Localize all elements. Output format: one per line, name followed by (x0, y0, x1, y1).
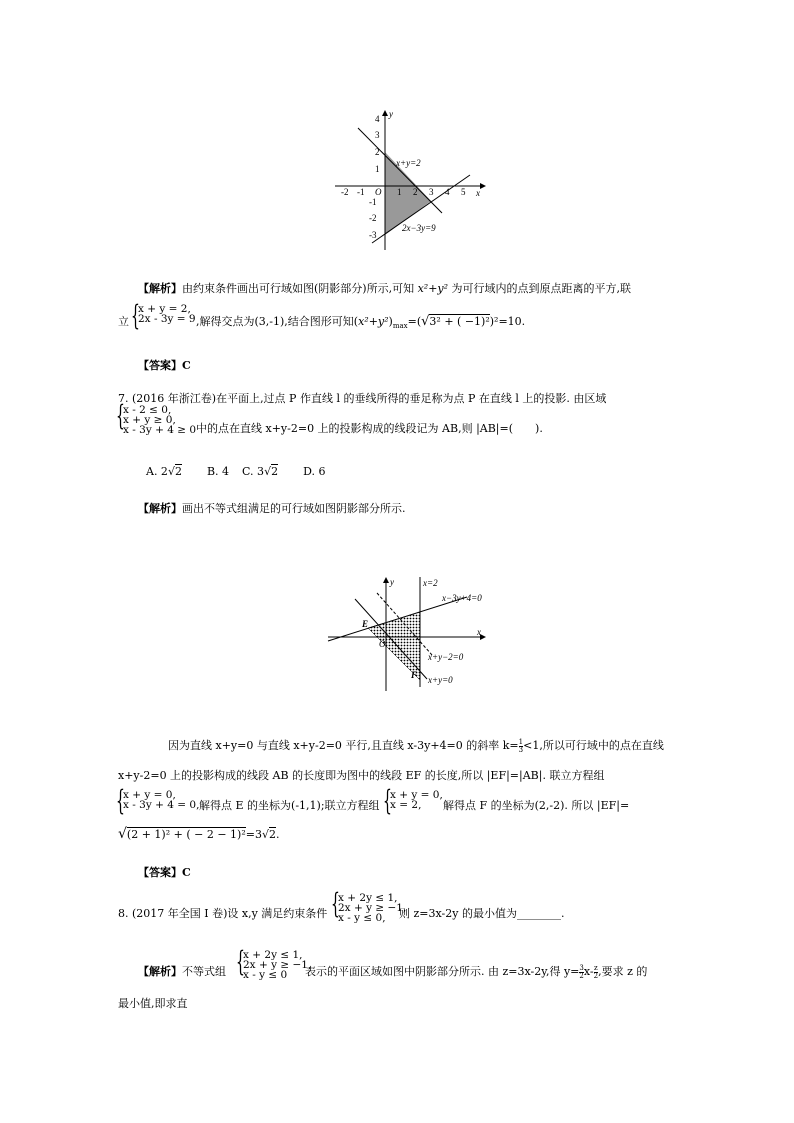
answer-7: 【答案】C (138, 866, 191, 879)
svg-text:-3: -3 (369, 230, 377, 240)
sol7-para1: 因为直线 x+y=0 与直线 x+y-2=0 平行,且直线 x-3y+4=0 的斜率 k= $\frac{1}{3}$ <1,所以可行域中的点在直线 (168, 737, 664, 754)
label-x-plus-y-minus-2: x+y−2=0 (428, 652, 464, 662)
svg-text:1: 1 (375, 164, 380, 174)
svg-text:-2: -2 (369, 213, 377, 223)
sol8-line2: 最小值,即求直 (118, 997, 188, 1010)
q7-system: x - 2 ≤ 0, x + y ≥ 0, x - 3y + 4 ≥ 0 (123, 404, 197, 436)
sol6-tag: 【解析】 (138, 282, 182, 295)
sol8-intro: 【解析】不等式组 (138, 965, 226, 978)
y-tick-labels-1 (369, 114, 380, 240)
q8-system: x + 2y ≤ 1, 2x + y ≥ −1, x - y ≤ 0, (338, 892, 407, 924)
y-axis-label-2: y (390, 577, 394, 587)
svg-text:4: 4 (375, 114, 380, 124)
q7-option-a: A. 2√2 (146, 465, 182, 478)
q8-text-b: 则 z=3x-2y 的最小值为________. (399, 907, 565, 920)
label-x-eq-2: x=2 (423, 578, 438, 588)
sol7-system-a: x + y = 0, x - 3y + 4 = 0, (123, 789, 200, 811)
q7-line2: 中的点在直线 x+y-2=0 上的投影构成的线段记为 AB,则 |AB|=( ). (196, 422, 543, 435)
answer-6: 【答案】C (138, 359, 191, 372)
label-x-plus-y-eq-0: x+y=0 (428, 675, 453, 685)
sol7-para4: √(2 + 1)² + ( − 2 − 1)²=3√2. (118, 826, 280, 842)
svg-text:-1: -1 (357, 187, 365, 197)
svg-text:-2: -2 (341, 187, 349, 197)
sol8-system: x + 2y ≤ 1, 2x + y ≥ −1, x - y ≤ 0 (243, 949, 312, 981)
q7-option-c: C. 3√2 (242, 465, 279, 478)
svg-text:3: 3 (429, 187, 434, 197)
svg-text:2: 2 (375, 147, 380, 157)
svg-text:3: 3 (375, 130, 380, 140)
x-axis-label-2: x (477, 627, 481, 637)
sol6-line1: 【解析】由约束条件画出可行域如图(阴影部分)所示,可知 x²+y² 为可行域内的点到原点距离的平方,联 (138, 282, 632, 295)
sol7-para2: x+y-2=0 上的投影构成的线段 AB 的长度即为图中的线段 EF 的长度,所以 |EF|=|AB|. 联立方程组 (118, 769, 605, 782)
sol6-line2: 立 (118, 315, 129, 328)
svg-text:1: 1 (397, 187, 402, 197)
q7-option-d: D. 6 (303, 465, 326, 478)
y-axis-label-1: y (389, 110, 393, 119)
svg-text:5: 5 (461, 187, 466, 197)
origin-label-1: O (375, 187, 382, 197)
sol7-intro: 【解析】画出不等式组满足的可行域如图阴影部分所示. (138, 502, 406, 515)
label-x-plus-y-eq-2: x+y=2 (396, 158, 421, 168)
q7-option-b: B. 4 (206, 465, 230, 478)
point-e-label: E (362, 619, 369, 629)
sol6-system: x + y = 2, 2x - 3y = 9 (138, 303, 196, 325)
sol8-text: 表示的平面区域如图中阴影部分所示. 由 z=3x-2y,得 y= $\frac{3}{2}$ x- $\frac{z}{2}$ ,要求 z 的 (305, 963, 648, 980)
point-f-label: F (411, 670, 418, 680)
sol7-system-b: x + y = 0, x = 2, (390, 789, 443, 811)
label-x-minus-3y-plus-4: x−3y+4=0 (442, 593, 482, 603)
label-2x-minus-3y-eq-9: 2x−3y=9 (402, 223, 436, 233)
svg-text:2: 2 (413, 187, 418, 197)
feasible-region-figure-1 (330, 110, 490, 252)
feasible-region-figure-2 (325, 575, 500, 693)
q7-options (146, 465, 326, 478)
q8-text-a: 8. (2017 年全国 Ⅰ 卷)设 x,y 满足约束条件 (118, 907, 328, 920)
svg-text:4: 4 (445, 187, 450, 197)
q7-line1: 7. (2016 年浙江卷)在平面上,过点 P 作直线 l 的垂线所得的垂足称为点 P 在直线 l 上的投影. 由区域 (118, 392, 607, 405)
svg-text:-1: -1 (369, 197, 377, 207)
origin-label-2: O (379, 639, 386, 649)
x-axis-label-1: x (476, 188, 480, 198)
